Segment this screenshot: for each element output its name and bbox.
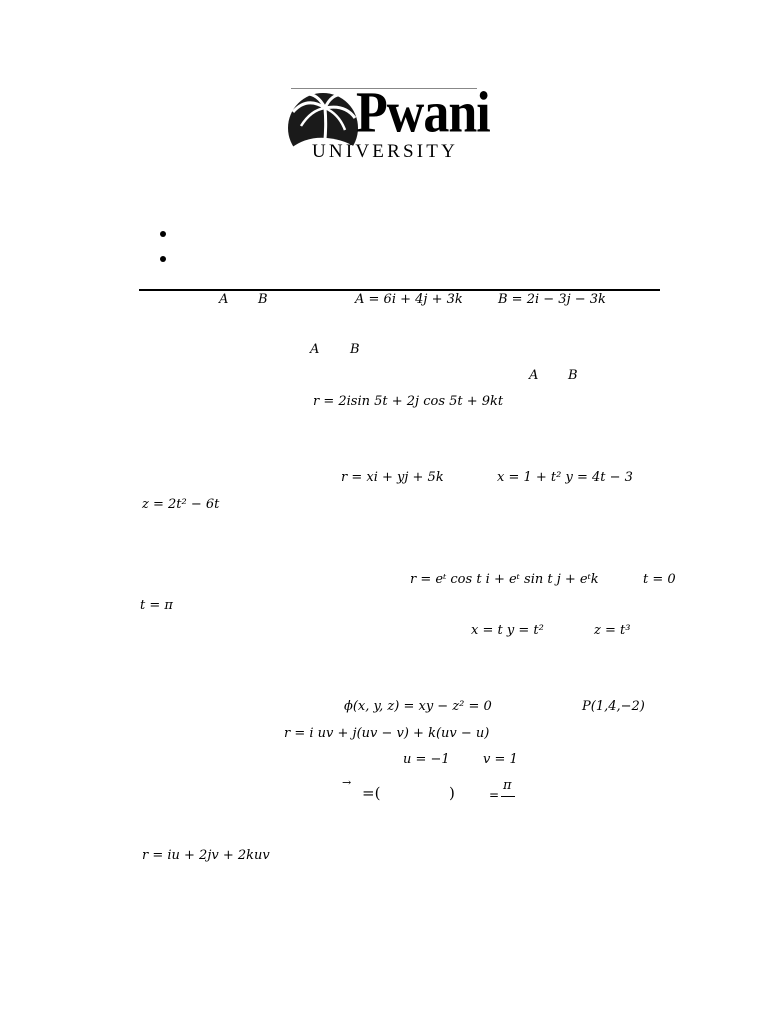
eq-parametric-surface: r = i uv + j(uv − v) + k(uv − u) (284, 726, 490, 741)
bullet-2 (160, 256, 166, 262)
vector-arrow: → (342, 776, 352, 789)
eq-z: z = 2t² − 6t (142, 497, 220, 512)
eq-open-paren: =( (362, 784, 381, 802)
eq-line1-vector-a: A = 6i + 4j + 3k (355, 292, 463, 307)
section-divider (139, 289, 660, 291)
fraction-bar (501, 796, 515, 797)
logo-subtitle: UNIVERSITY (312, 141, 458, 162)
eq-point-p: P(1,4,−2) (582, 699, 645, 714)
eq-u-value: u = −1 (403, 752, 450, 767)
eq-line1-b: B (258, 292, 268, 307)
eq-close-paren: ) (449, 784, 455, 802)
eq-line2-a: A (310, 342, 320, 357)
eq-surface-phi: ϕ(x, y, z) = xy − z² = 0 (344, 699, 492, 714)
eq-z-cubed: z = t³ (594, 623, 631, 638)
eq-line3-b: B (568, 368, 578, 383)
eq-surface-r: r = iu + 2jv + 2kuv (142, 848, 270, 863)
logo-wordmark: Pwani (356, 81, 490, 145)
eq-v-value: v = 1 (483, 752, 518, 767)
fraction-pi: π (503, 778, 512, 793)
eq-t-zero: t = 0 (643, 572, 676, 587)
eq-x-y: x = 1 + t² y = 4t − 3 (497, 470, 633, 485)
eq-line3-a: A (529, 368, 539, 383)
eq-line1-vector-b: B = 2i − 3j − 3k (498, 292, 606, 307)
eq-equals: = (489, 788, 500, 802)
eq-t-pi: t = π (140, 598, 173, 613)
eq-twisted-cubic: x = t y = t² (471, 623, 544, 638)
eq-line1-a: A (219, 292, 229, 307)
bullet-1 (160, 231, 166, 237)
eq-exponential-curve: r = eᵗ cos t i + eᵗ sin t j + eᵗk (410, 572, 599, 587)
pwani-university-logo (287, 81, 490, 164)
eq-position-vector: r = 2isin 5t + 2j cos 5t + 9kt (313, 394, 504, 409)
eq-r-xyz: r = xi + yj + 5k (341, 470, 444, 485)
eq-line2-b: B (350, 342, 360, 357)
